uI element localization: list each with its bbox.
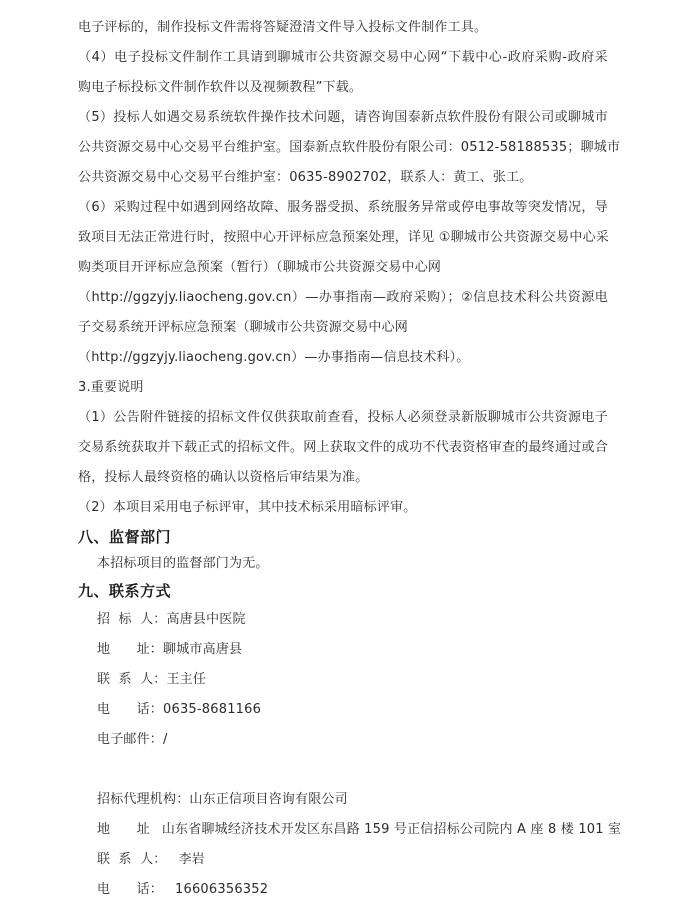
contact-section — [0, 577, 673, 905]
supervision-text: 本招标项目的监督部门为无。 — [97, 556, 269, 571]
field-label: 招标代理机构： — [97, 792, 190, 807]
paragraph-line: （4）电子投标文件制作工具请到聊城市公共资源交易中心网“下载中心-政府采购-政府采 — [78, 50, 608, 65]
tenderer-person-row — [97, 665, 673, 695]
paragraph-line: （2）本项目采用电子标评审，其中技术标采用暗标评审。 — [78, 500, 417, 515]
paragraph-line-url: （http://ggzyjy.liaocheng.gov.cn）—办事指南—政府采购）；②信息技术科公共资源电 — [78, 290, 608, 305]
tenderer-address: 聊城市高唐县 — [163, 642, 243, 657]
paragraph-line: 购电子标投标文件制作软件以及视频教程”下载。 — [78, 80, 363, 95]
paragraph-line-url: （http://ggzyjy.liaocheng.gov.cn）—办事指南—信息技术科）。 — [78, 350, 470, 365]
agency-person-row — [97, 845, 673, 875]
paragraph-line: 公共资源交易中心交易平台维护室：0635-8902702，联系人：黄工、张工。 — [78, 170, 533, 185]
tenderer-person: 王主任 — [166, 672, 207, 687]
item-5-paragraph — [0, 103, 673, 193]
agency-name: 山东正信项目咨询有限公司 — [189, 792, 348, 807]
field-label: 电 话： — [97, 882, 164, 897]
paragraph-line: 公共资源交易中心交易平台维护室。国泰新点软件股份有限公司：0512-58188535；聊城市 — [78, 140, 621, 155]
intro-paragraph — [0, 13, 673, 43]
agency-address-row — [97, 815, 673, 845]
paragraph-line: 致项目无法正常进行时，按照中心开评标应急预案处理，详见 ①聊城市公共资源交易中心采 — [78, 230, 609, 245]
field-label: 地 址 — [97, 822, 150, 837]
item-4-paragraph — [0, 43, 673, 103]
important-notes-title: 3.重要说明 — [78, 380, 144, 395]
tenderer-phone: 0635-8681166 — [163, 702, 262, 717]
supervision-section — [0, 523, 673, 577]
paragraph-line: 电子评标的，制作投标文件需将答疑澄清文件导入投标文件制作工具。 — [78, 20, 488, 35]
agency-phone: 16606356352 — [175, 882, 269, 897]
tenderer-email-row — [97, 725, 673, 755]
paragraph-line: 子交易系统开评标应急预案（聊城市公共资源交易中心网 — [78, 320, 409, 335]
field-label: 电子邮件： — [97, 732, 164, 747]
tenderer-email: / — [163, 732, 168, 747]
supervision-heading: 八、监督部门 — [78, 528, 172, 546]
paragraph-line: 交易系统获取并下载正式的招标文件。网上获取文件的成功不代表资格审查的最终通过或合 — [78, 440, 608, 455]
agency-phone-row — [97, 875, 673, 905]
agency-contact — [0, 785, 673, 905]
blank-line — [0, 755, 673, 785]
agency-name-row — [97, 785, 673, 815]
agency-person: 李岩 — [178, 852, 205, 867]
field-label: 地 址： — [97, 642, 164, 657]
paragraph-line: 购类项目开评标应急预案（暂行）（聊城市公共资源交易中心网 — [78, 260, 442, 275]
paragraph-line: （6）采购过程中如遇到网络故障、服务器受损、系统服务异常或停电事故等突发情况，导 — [78, 200, 608, 215]
field-label: 电 话： — [97, 702, 164, 717]
tenderer-name: 高唐县中医院 — [166, 612, 246, 627]
field-label: 联 系 人： — [97, 852, 167, 867]
paragraph-line: 格，投标人最终资格的确认以资格后审结果为准。 — [78, 470, 369, 485]
tenderer-name-row — [97, 605, 673, 635]
field-label: 联 系 人： — [97, 672, 167, 687]
contact-heading: 九、联系方式 — [78, 582, 172, 600]
paragraph-line: （1）公告附件链接的招标文件仅供获取前查看，投标人必须登录新版聊城市公共资源电子 — [78, 410, 608, 425]
tenderer-phone-row — [97, 695, 673, 725]
field-label: 招 标 人： — [97, 612, 167, 627]
item-6-paragraph — [0, 193, 673, 373]
paragraph-line: （5）投标人如遇交易系统软件操作技术问题，请咨询国泰新点软件股份有限公司或聊城市 — [78, 110, 608, 125]
tenderer-address-row — [97, 635, 673, 665]
agency-address: 山东省聊城经济技术开发区东昌路 159 号正信招标公司院内 A 座 8 楼 101 室 — [161, 822, 622, 837]
tenderer-contact — [0, 605, 673, 755]
important-notes-section — [0, 373, 673, 523]
